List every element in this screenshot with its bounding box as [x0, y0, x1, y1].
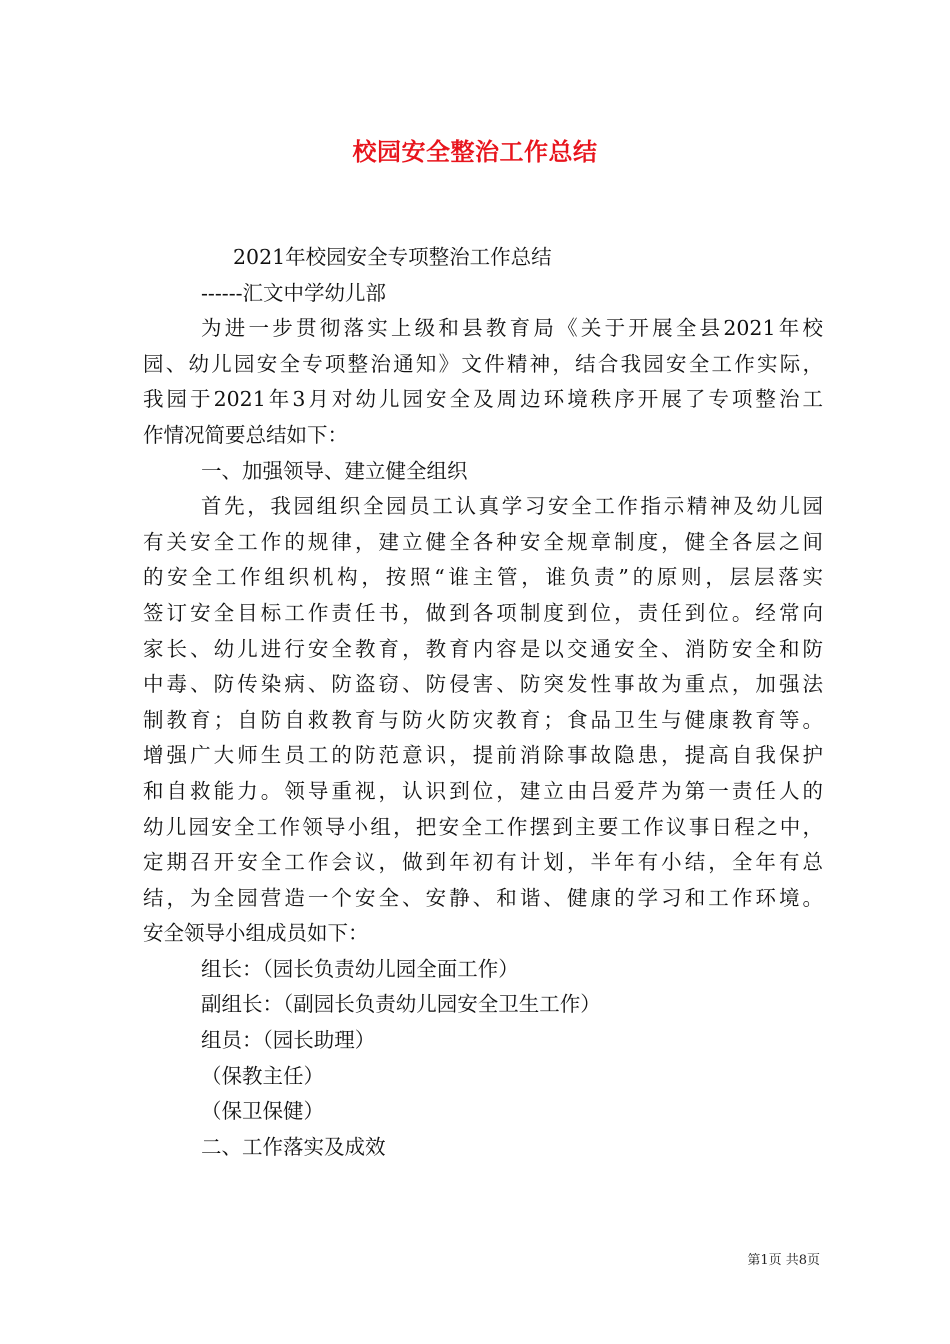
- text-line: 一、加强领导、建立健全组织: [201, 458, 468, 483]
- text-line: 中毒、防传染病、防盗窃、防侵害、防突发性事故为重点，加强法: [143, 672, 823, 697]
- text-line: 制教育；自防自救教育与防火防灾教育；食品卫生与健康教育等。: [143, 707, 823, 732]
- text-line: 2021年校园安全专项整治工作总结: [233, 245, 552, 269]
- text-line: 安全领导小组成员如下：: [143, 921, 369, 946]
- page-number-footer: 第1页 共8页: [747, 1253, 820, 1268]
- text-line: 副组长：（副园长负责幼儿园安全卫生工作）: [201, 992, 601, 1017]
- text-line: 二、工作落实及成效: [201, 1134, 386, 1159]
- text-line: 组员：（园长助理）: [201, 1028, 376, 1053]
- text-line: 幼儿园安全工作领导小组，把安全工作摆到主要工作议事日程之中，: [143, 814, 823, 839]
- text-line: 结，为全园营造一个安全、安静、和谐、健康的学习和工作环境。: [143, 885, 823, 910]
- page-title: 校园安全整治工作总结: [352, 137, 598, 166]
- text-line: （保卫保健）: [201, 1099, 324, 1124]
- text-line: 定期召开安全工作会议，做到年初有计划，半年有小结，全年有总: [143, 850, 823, 875]
- text-line: 增强广大师生员工的防范意识，提前消除事故隐患，提高自我保护: [143, 743, 823, 768]
- text-line: 为进一步贯彻落实上级和县教育局《关于开展全县2021年校: [201, 316, 823, 341]
- text-line: 组长：（园长负责幼儿园全面工作）: [201, 956, 519, 981]
- text-line: 有关安全工作的规律，建立健全各种安全规章制度，健全各层之间: [143, 529, 823, 554]
- text-line: 和自救能力。领导重视，认识到位，建立由吕爱芹为第一责任人的: [143, 778, 823, 803]
- text-line: 我园于2021年3月对幼儿园安全及周边环境秩序开展了专项整治工: [143, 387, 823, 412]
- text-line: 家长、幼儿进行安全教育，教育内容是以交通安全、消防安全和防: [143, 636, 823, 661]
- text-line: 签订安全目标工作责任书，做到各项制度到位，责任到位。经常向: [143, 600, 823, 625]
- text-line: 作情况简要总结如下：: [143, 422, 348, 447]
- text-line: （保教主任）: [201, 1063, 324, 1088]
- text-line: 的安全工作组织机构，按照“谁主管，谁负责”的原则，层层落实: [143, 565, 823, 590]
- text-line: 首先，我园组织全园员工认真学习安全工作指示精神及幼儿园: [201, 494, 823, 519]
- text-line: ------汇文中学幼儿部: [201, 280, 387, 305]
- text-line: 园、幼儿园安全专项整治通知》文件精神，结合我园安全工作实际，: [143, 351, 823, 376]
- document-body: [143, 240, 823, 1165]
